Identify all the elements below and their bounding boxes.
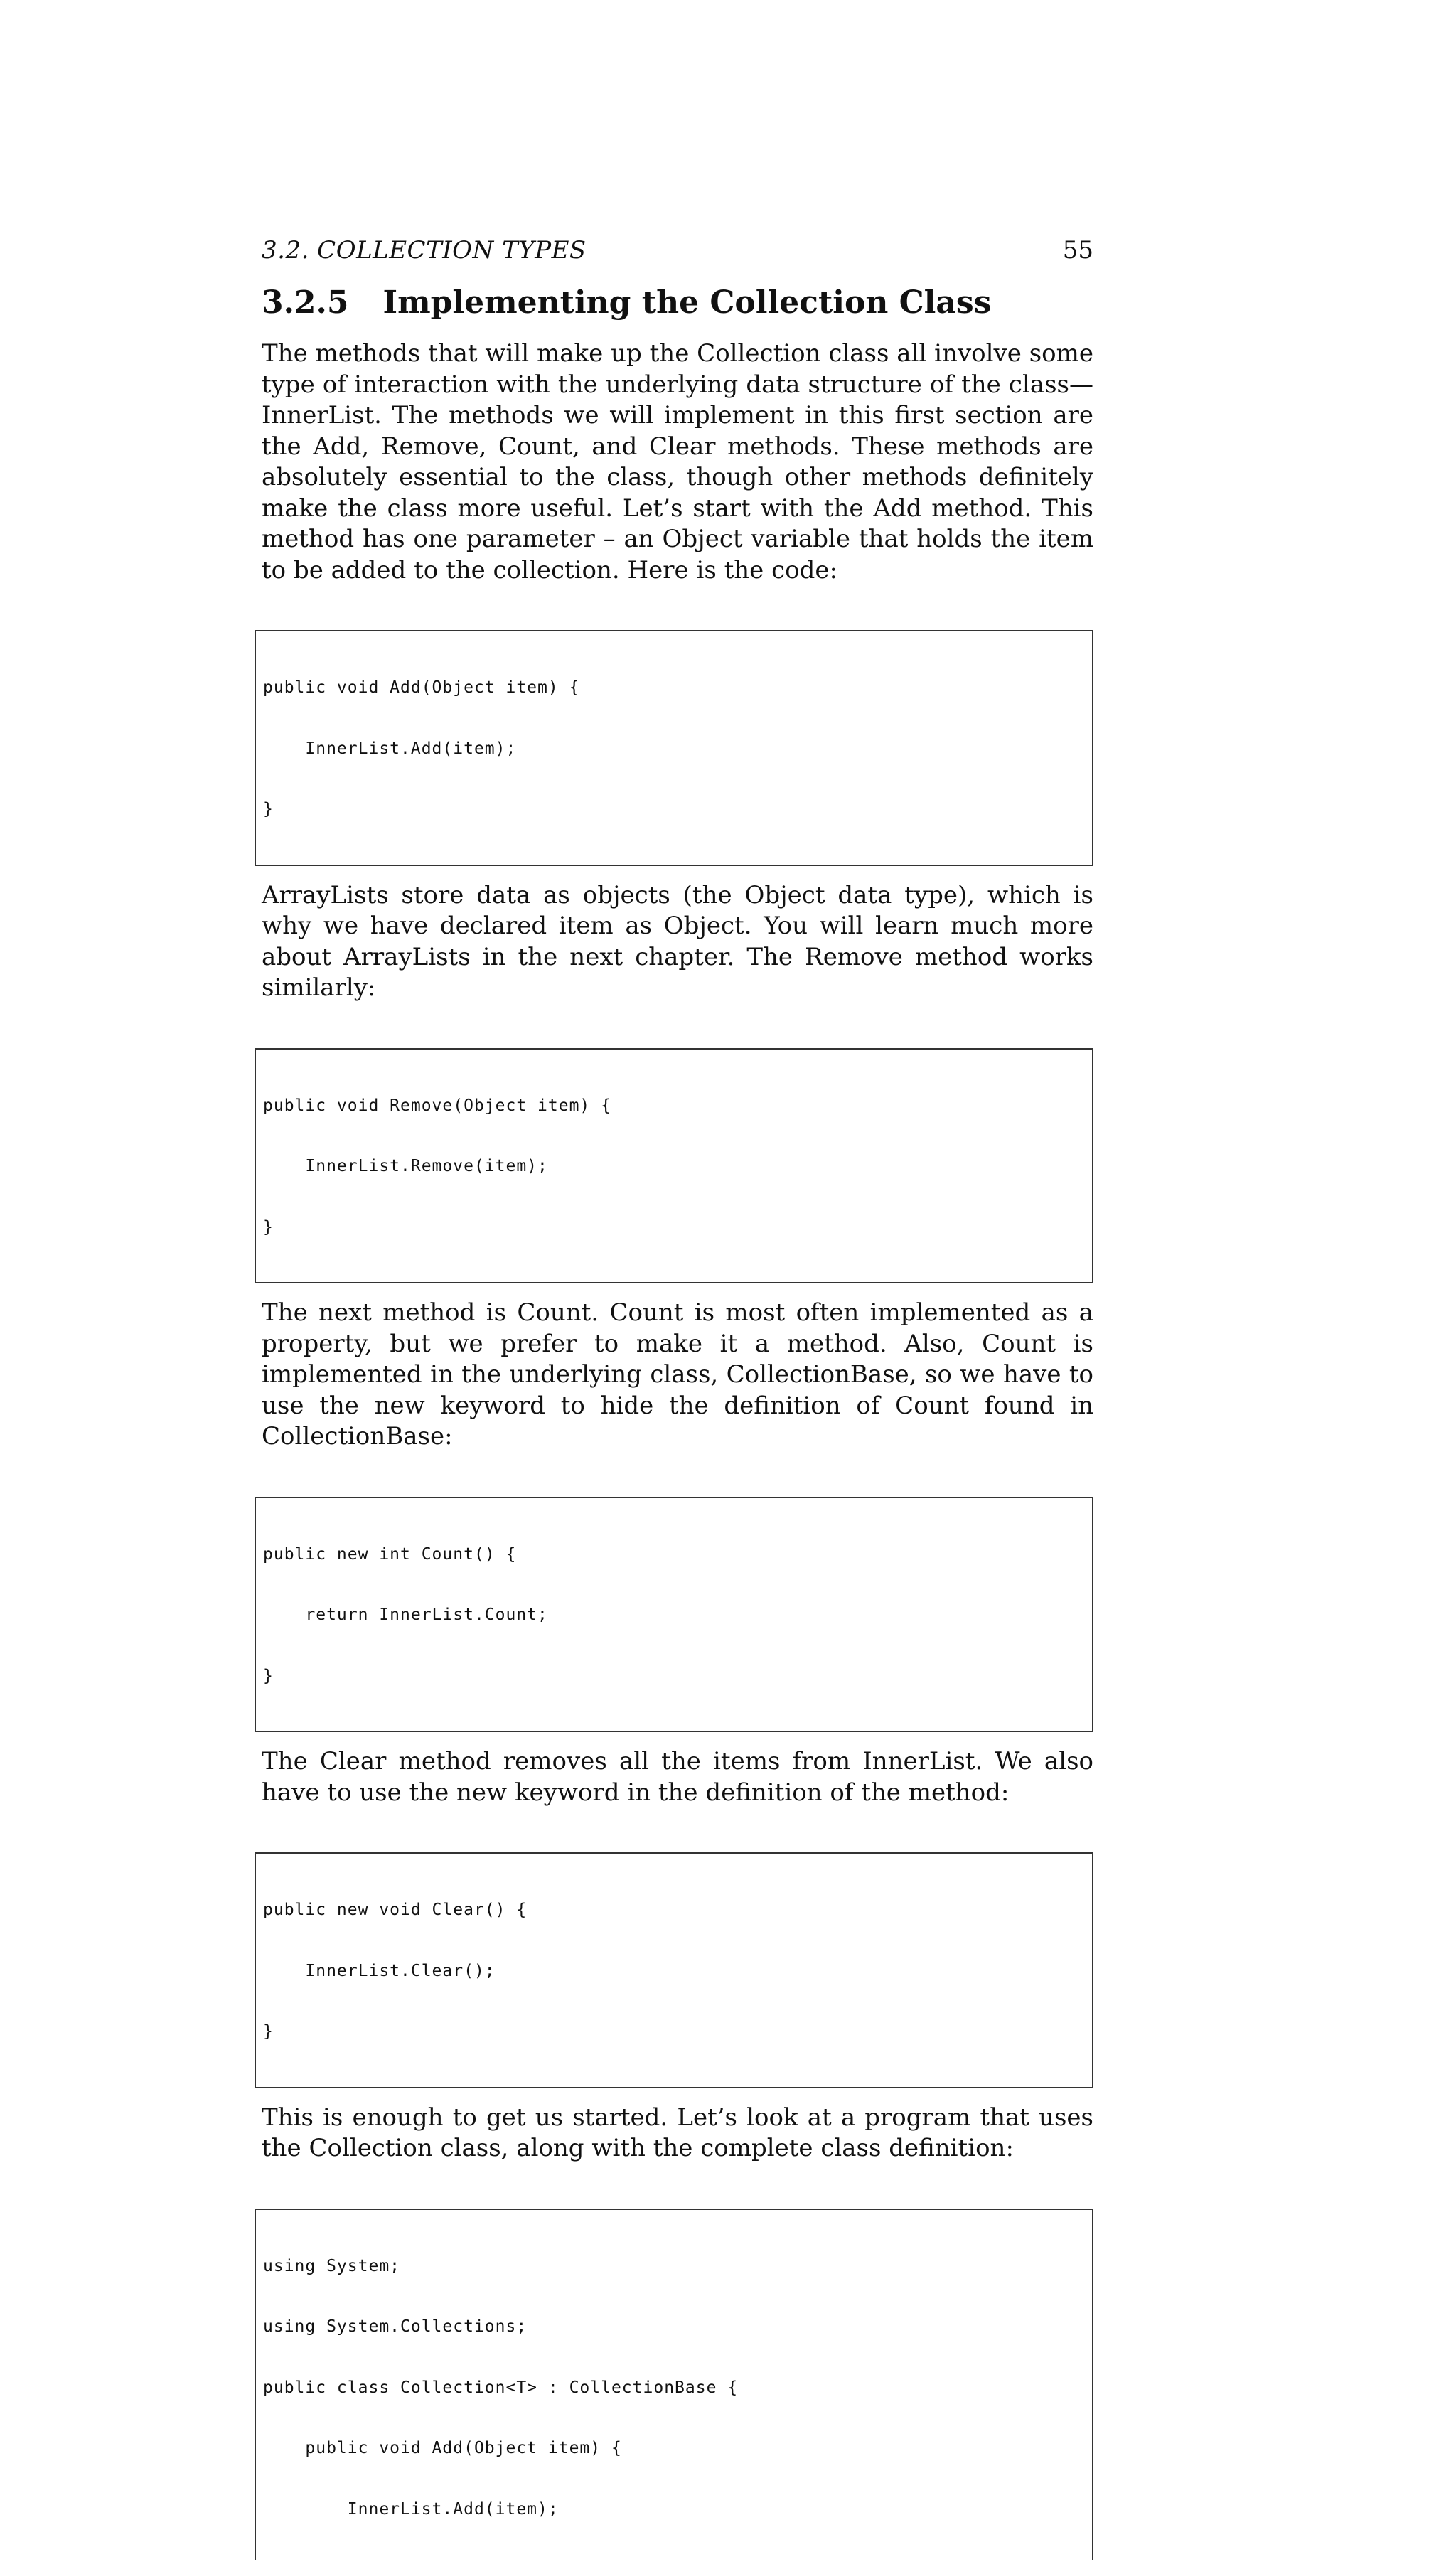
code-line: using System; xyxy=(263,2256,401,2275)
code-block-collection-class xyxy=(255,2209,1093,2560)
code-line: InnerList.Clear(); xyxy=(263,1961,496,1980)
code-line: public void Add(Object item) { xyxy=(263,2439,622,2457)
code-line: } xyxy=(263,1666,274,1685)
page-number: 55 xyxy=(1062,236,1093,265)
code-line: public class Collection<T> : CollectionBase { xyxy=(263,2378,739,2397)
code-line: public void Add(Object item) { xyxy=(263,678,580,697)
code-line: return InnerList.Count; xyxy=(263,1606,548,1624)
code-line: } xyxy=(263,800,274,818)
code-line: } xyxy=(263,2022,274,2041)
paragraph-intro: The methods that will make up the Collection class all involve some type of interaction with the underlying data structure of the class—InnerList. The methods we will implement in this first section are the Add, Remove, Count, and Clear methods. These methods are absolutely essential to the class, though other methods definitely make the class more useful. Let’s start with the Add method. This method has one parameter – an Object variable that holds the item to be added to the collection. Here is the code: xyxy=(262,339,1093,584)
paragraph-arraylists: ArrayLists store data as objects (the Object data type), which is why we have declared item as Object. You will learn much more about ArrayLists in the next chapter. The Remove method works similarly: xyxy=(262,880,1093,1002)
code-block-add xyxy=(255,630,1093,866)
section-number: 3.2.5 xyxy=(262,284,349,321)
code-line: InnerList.Add(item); xyxy=(263,2499,559,2519)
paragraph-clear: The Clear method removes all the items from InnerList. We also have to use the new keyword in the definition of the method: xyxy=(262,1747,1093,1807)
code-block-count xyxy=(255,1497,1093,1733)
code-block-remove xyxy=(255,1048,1093,1284)
paragraph-program: This is enough to get us started. Let’s look at a program that uses the Collection class, along with the complete class definition: xyxy=(262,2103,1093,2162)
paragraph-count: The next method is Count. Count is most often implemented as a property, but we prefer to make it a method. Also, Count is implemented in the underlying class, CollectionBase, so we have to use the new keyword to hide the definition of Count found in CollectionBase: xyxy=(262,1298,1093,1451)
code-line: public new void Clear() { xyxy=(263,1901,528,1919)
code-line: } xyxy=(263,1217,274,1237)
code-line: public void Remove(Object item) { xyxy=(263,1096,611,1115)
running-head xyxy=(262,235,1093,266)
running-head-section: 3.2. COLLECTION TYPES xyxy=(262,236,587,265)
section-title: Implementing the Collection Class xyxy=(382,284,992,321)
code-block-clear xyxy=(255,1852,1093,2088)
section-heading xyxy=(262,283,1093,323)
code-line: InnerList.Add(item); xyxy=(263,739,517,758)
code-line: using System.Collections; xyxy=(263,2317,528,2336)
document-page xyxy=(262,235,1093,2574)
code-line: InnerList.Remove(item); xyxy=(263,1157,548,1175)
code-line: public new int Count() { xyxy=(263,1544,517,1564)
